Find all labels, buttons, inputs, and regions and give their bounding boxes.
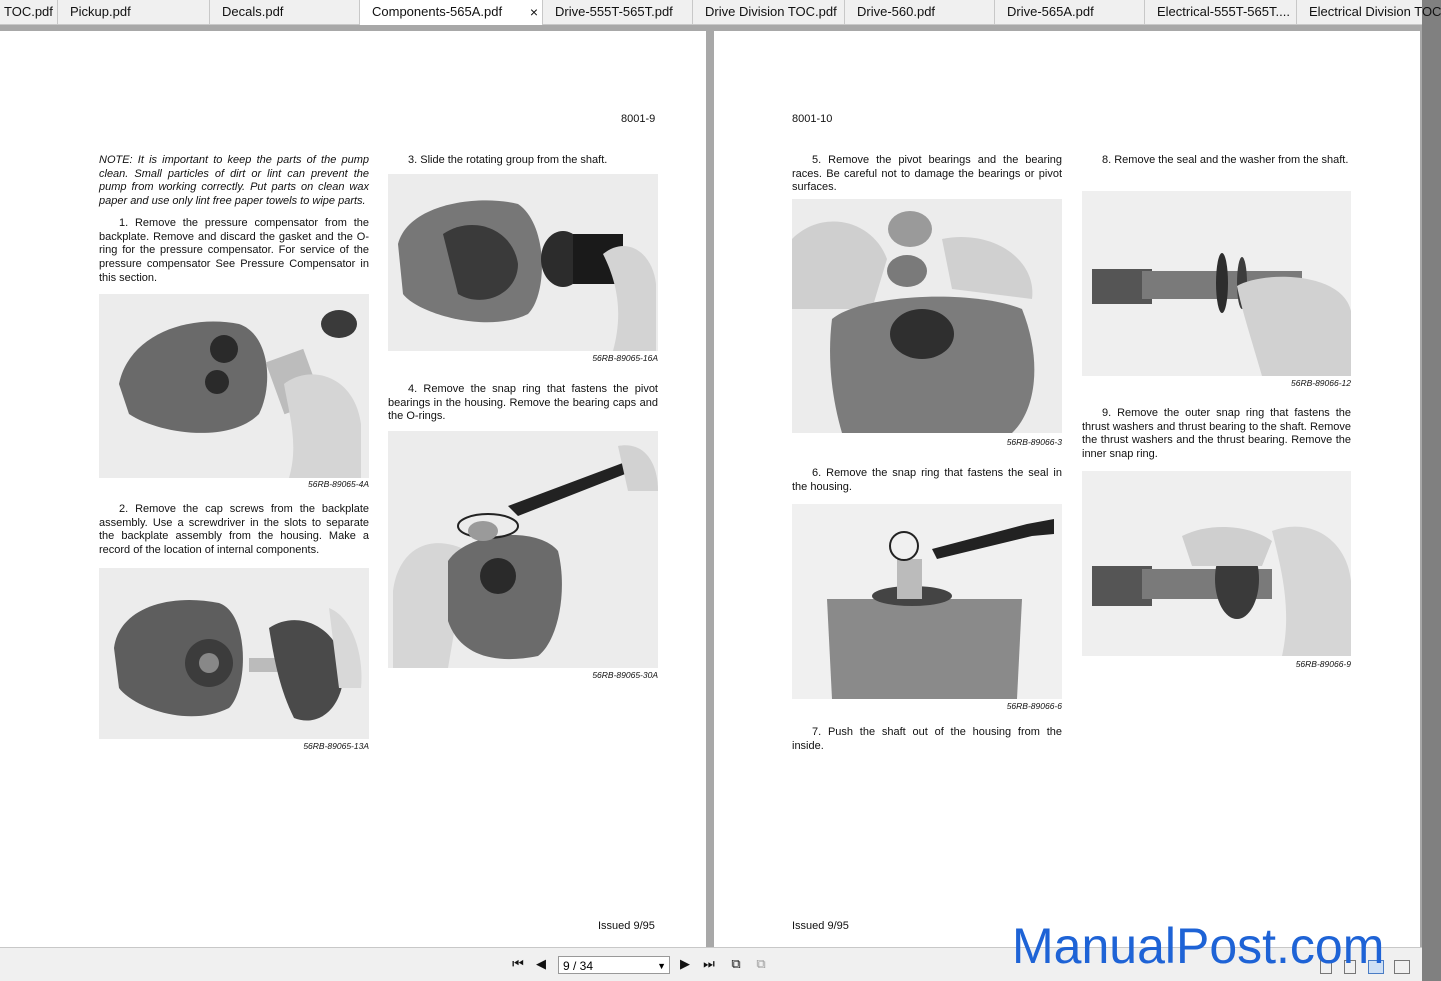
- go-forward-view-icon[interactable]: ⧉: [756, 956, 766, 971]
- step-8-text: 8. Remove the seal and the washer from the shaft.: [1102, 154, 1349, 166]
- first-page-icon[interactable]: ⏮: [512, 956, 524, 971]
- tab-electrical-division-toc[interactable]: [1297, 0, 1441, 24]
- tab-drive-560[interactable]: [845, 0, 995, 24]
- figure-caption: 56RB-89066-9: [1295, 659, 1351, 669]
- figure-caption: 56RB-89065-30A: [592, 670, 658, 680]
- photo-rotating-group: [388, 174, 658, 351]
- go-back-view-icon[interactable]: ⧉: [731, 956, 741, 971]
- tab-label: Drive-560.pdf: [857, 4, 936, 19]
- tab-label: Electrical Division TOC: [1309, 4, 1441, 19]
- photo-pivot-bearings: [792, 199, 1062, 433]
- previous-page-icon[interactable]: ◀: [536, 956, 546, 971]
- page-number: 8001-9: [621, 113, 656, 125]
- step-7-text: 7. Push the shaft out of the housing from the inside.: [792, 726, 1062, 752]
- left-page: [0, 31, 706, 947]
- tab-components-565a[interactable]: [360, 0, 543, 25]
- chevron-down-icon[interactable]: ▼: [657, 961, 666, 971]
- tab-label: Electrical-555T-565T....: [1157, 4, 1290, 19]
- tab-decals[interactable]: [210, 0, 360, 24]
- tab-label: Drive-565A.pdf: [1007, 4, 1094, 19]
- next-page-icon[interactable]: ▶: [680, 956, 690, 971]
- tab-electrical-555t-565t[interactable]: [1145, 0, 1297, 24]
- page-number: 8001-10: [792, 113, 833, 125]
- photo-thrust-bearing: [1082, 471, 1351, 656]
- photo-backplate: [99, 568, 369, 739]
- photo-snap-ring: [388, 431, 658, 668]
- step-1-text: 1. Remove the pressure compensator from the backplate. Remove and discard the gasket and the O-ring for the pressure compensator. For service of the pressure compensator See Pressure Compensator in this section.: [99, 217, 369, 284]
- step-3-text: 3. Slide the rotating group from the shaft.: [408, 154, 608, 166]
- tab-label: Decals.pdf: [222, 4, 284, 19]
- figure-caption: 56RB-89065-4A: [308, 479, 369, 489]
- tab-label: Drive-555T-565T.pdf: [555, 4, 673, 19]
- tab-drive-555t-565t[interactable]: [543, 0, 693, 24]
- tab-label: Pickup.pdf: [70, 4, 131, 19]
- issued-date: Issued 9/95: [598, 920, 655, 932]
- figure-caption: 56RB-89065-16A: [592, 353, 658, 363]
- tab-bar: [0, 0, 1441, 25]
- tab-pickup[interactable]: [58, 0, 210, 24]
- tab-toc[interactable]: [0, 0, 58, 24]
- step-4-text: 4. Remove the snap ring that fastens the pivot bearings in the housing. Remove the bearing caps and the O-rings.: [388, 383, 658, 423]
- photo-seal-snap-ring: [792, 504, 1062, 699]
- tab-label: Components-565A.pdf: [372, 4, 503, 19]
- issued-date: Issued 9/95: [792, 920, 849, 932]
- step-5-text: 5. Remove the pivot bearings and the bearing races. Be careful not to damage the bearings or pivot surfaces.: [792, 154, 1062, 194]
- close-icon[interactable]: ×: [529, 4, 538, 20]
- photo-shaft-seal: [1082, 191, 1351, 376]
- figure-caption: 56RB-89066-3: [1006, 437, 1062, 447]
- right-page: [714, 31, 1420, 947]
- page-number-field[interactable]: [558, 956, 670, 974]
- tab-drive-565a[interactable]: [995, 0, 1145, 24]
- tab-drive-division-toc[interactable]: [693, 0, 845, 24]
- step-6-text: 6. Remove the snap ring that fastens the seal in the housing.: [792, 467, 1062, 493]
- step-9-text: 9. Remove the outer snap ring that fastens the thrust washers and thrust bearing to the shaft. Remove the thrust washers and the thrust bearing. Remove the inner snap ring.: [1082, 407, 1351, 461]
- figure-caption: 56RB-89066-6: [1006, 701, 1062, 711]
- figure-caption: 56RB-89065-13A: [303, 741, 369, 751]
- tab-label: TOC.pdf: [4, 4, 53, 19]
- page-indicator: 9 / 34: [563, 959, 594, 973]
- last-page-icon[interactable]: ⏭: [703, 956, 715, 971]
- step-2-text: 2. Remove the cap screws from the backplate assembly. Use a screwdriver in the slots to separate the backplate assembly from the housing. Make a record of the location of internal components.: [99, 503, 369, 557]
- figure-caption: 56RB-89066-12: [1290, 378, 1351, 388]
- watermark: ManualPost.com: [1012, 918, 1385, 974]
- photo-pressure-compensator: [99, 294, 369, 478]
- continuous-facing-view-icon[interactable]: [1394, 960, 1410, 974]
- tab-label: Drive Division TOC.pdf: [705, 4, 837, 19]
- note-text: NOTE: It is important to keep the parts of the pump clean. Small particles of dirt or lint can prevent the pump from working correctly. Put parts on clean wax paper and use only lint free paper towels to wipe parts.: [99, 154, 369, 208]
